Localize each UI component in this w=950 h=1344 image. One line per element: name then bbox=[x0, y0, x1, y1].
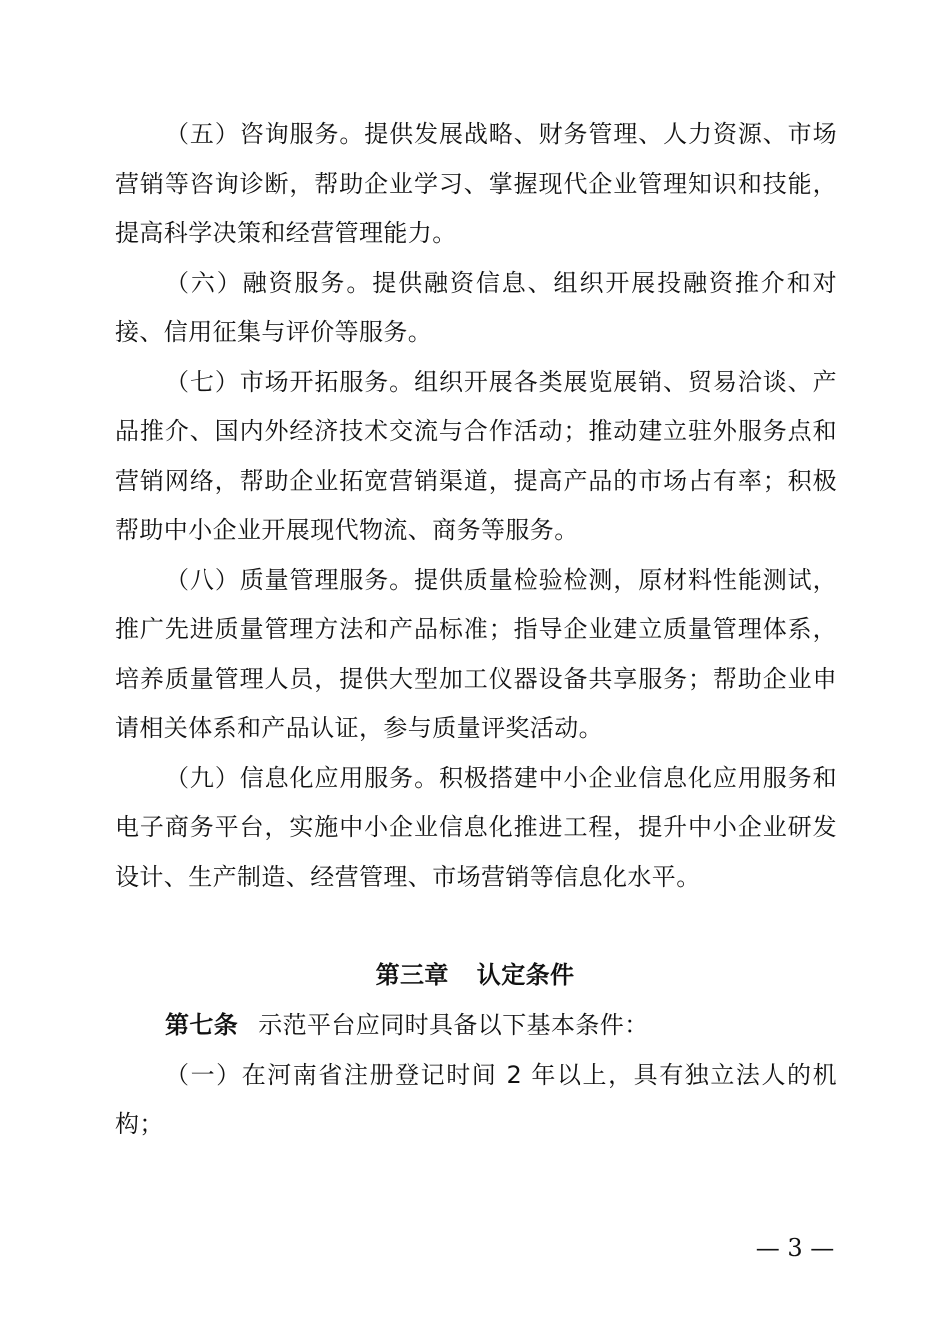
page-number: — 3 — bbox=[755, 1234, 835, 1262]
article-intro bbox=[115, 1001, 837, 1051]
article-seven bbox=[115, 1001, 837, 1150]
paragraph-quality-service: （八）质量管理服务。提供质量检验检测，原材料性能测试，推广先进质量管理方法和产品标准；指导企业建立质量管理体系，培养质量管理人员，提供大型加工仪器设备共享服务；帮助企业申请相关体系和产品认证，参与质量评奖活动。 bbox=[115, 565, 837, 742]
article-text: 示范平台应同时具备以下基本条件： bbox=[258, 1011, 649, 1039]
condition-item-1: （一）在河南省注册登记时间 2 年以上，具有独立法人的机构； bbox=[115, 1060, 837, 1138]
chapter-number: 第三章 bbox=[375, 961, 449, 989]
chapter-heading bbox=[0, 951, 950, 1001]
paragraph-informatization-service: （九）信息化应用服务。积极搭建中小企业信息化应用服务和电子商务平台，实施中小企业信息化推进工程，提升中小企业研发设计、生产制造、经营管理、市场营销等信息化水平。 bbox=[115, 763, 837, 891]
service-list bbox=[115, 110, 837, 902]
chapter-title: 认定条件 bbox=[476, 961, 575, 989]
paragraph-financing-service: （六）融资服务。提供融资信息、组织开展投融资推介和对接、信用征集与评价等服务。 bbox=[115, 268, 837, 346]
paragraph-consulting-service: （五）咨询服务。提供发展战略、财务管理、人力资源、市场营销等咨询诊断，帮助企业学习、掌握现代企业管理知识和技能，提高科学决策和经营管理能力。 bbox=[115, 120, 837, 247]
paragraph-market-service: （七）市场开拓服务。组织开展各类展览展销、贸易洽谈、产品推介、国内外经济技术交流与合作活动；推动建立驻外服务点和营销网络，帮助企业拓宽营销渠道，提高产品的市场占有率；积极帮助中小企业开展现代物流、商务等服务。 bbox=[115, 367, 837, 544]
article-label: 第七条 bbox=[165, 1011, 239, 1039]
